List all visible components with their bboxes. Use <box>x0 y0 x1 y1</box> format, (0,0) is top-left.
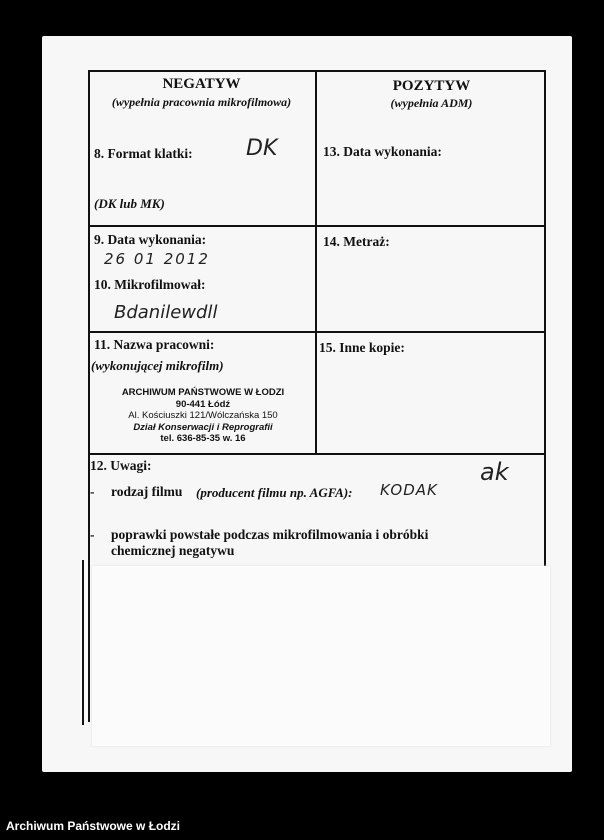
pozytyw-subtitle: (wypełnia ADM) <box>390 96 473 110</box>
metraz-label: 14. Metraż: <box>323 234 390 249</box>
negatyw-title: NEGATYW <box>162 76 241 92</box>
uwagi-label: 12. Uwagi: <box>90 458 152 473</box>
stamp-line-2: 90-441 Łódź <box>175 398 231 410</box>
data-wykonania-value: 26 01 2012 <box>104 250 210 268</box>
stamp-line-4: Dział Konserwacji i Reprografii <box>133 421 273 433</box>
format-klatki-label: 8. Format klatki: <box>94 146 193 161</box>
archive-stamp <box>94 387 312 445</box>
nazwa-pracowni-hint: (wykonującej mikrofilm) <box>91 358 224 373</box>
stamp-line-5: tel. 636-85-35 w. 16 <box>160 433 246 444</box>
initials: ak <box>480 458 509 486</box>
format-klatki-hint: (DK lub MK) <box>94 196 165 211</box>
archive-footer: Archiwum Państwowe w Łodzi <box>6 819 181 833</box>
bullet-2-dash: - <box>90 527 95 542</box>
pozytyw-title: POZYTYW <box>392 78 471 94</box>
inne-kopie-label: 15. Inne kopie: <box>319 340 405 355</box>
stamp-line-3: Al. Kościuszki 121/Wólczańska 150 <box>128 410 278 421</box>
format-klatki-value: DK <box>246 136 278 161</box>
nazwa-pracowni-label: 11. Nazwa pracowni: <box>94 337 215 352</box>
rodzaj-filmu-hint: (producent filmu np. AGFA): <box>196 485 353 500</box>
stamp-line-1: ARCHIWUM PAŃSTWOWE W ŁODZI <box>121 387 285 398</box>
bullet-1-dash: - <box>90 484 95 499</box>
row-divider-3 <box>88 453 546 455</box>
rodzaj-filmu-label: rodzaj filmu <box>111 484 183 499</box>
row-divider-2 <box>88 331 546 333</box>
mikrofilmowal-label: 10. Mikrofilmował: <box>94 277 206 292</box>
column-divider <box>315 70 317 454</box>
left-border-continuation <box>82 560 84 725</box>
pasted-paper-overlay <box>92 566 550 746</box>
poprawki-line-2: chemicznej negatywu <box>111 543 235 558</box>
rodzaj-filmu-value: KODAK <box>380 481 438 499</box>
data-wykonania-pozytyw-label: 13. Data wykonania: <box>323 144 442 159</box>
poprawki-line-1: poprawki powstałe podczas mikrofilmowania i obróbki <box>111 527 429 542</box>
negatyw-subtitle: (wypełnia pracownia mikrofilmowa) <box>111 95 292 109</box>
data-wykonania-label: 9. Data wykonania: <box>94 232 207 247</box>
mikrofilmowal-signature: Bdanilewdll <box>114 302 218 323</box>
row-divider-1 <box>88 225 546 227</box>
